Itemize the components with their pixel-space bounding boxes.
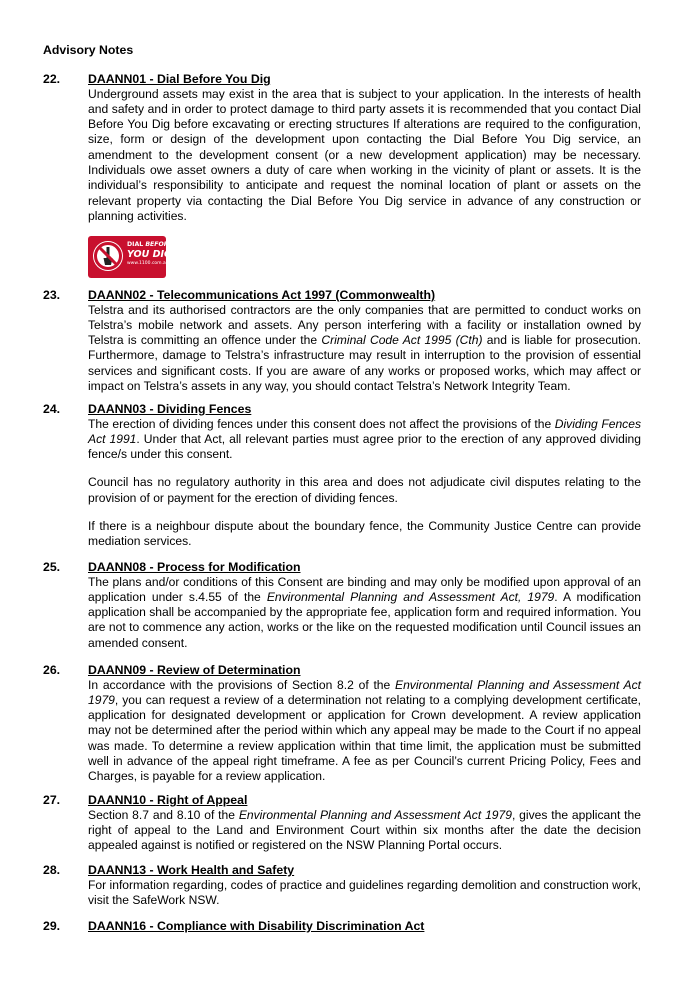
dial-before-you-dig-logo [88, 236, 173, 278]
no-dig-shovel-icon [93, 241, 123, 271]
note-paragraph: For information regarding, codes of practice and guidelines regarding demolition and construction work, visit the SafeWork NSW. [88, 877, 641, 907]
note-number: 27. [43, 793, 61, 807]
note-title: DAANN02 - Telecommunications Act 1997 (Commonwealth) [88, 288, 436, 302]
logo-text-you-dig: YOU DIG [127, 249, 172, 261]
logo-text-before: BEFORE [145, 241, 173, 249]
section-heading: Advisory Notes [43, 43, 134, 57]
note-title: DAANN16 - Compliance with Disability Discrimination Act [88, 919, 425, 933]
note-title: DAANN03 - Dividing Fences [88, 402, 252, 416]
note-title: DAANN09 - Review of Determination [88, 663, 301, 677]
note-title: DAANN01 - Dial Before You Dig [88, 72, 271, 86]
note-number: 22. [43, 72, 61, 86]
note-paragraph: The erection of dividing fences under this consent does not affect the provisions of the Dividing Fences Act 1991. Under that Act, all relevant parties must agree prior to the erection of any approved dividing fence/s under this consent. [88, 416, 641, 462]
note-number: 23. [43, 288, 61, 302]
note-paragraph: In accordance with the provisions of Section 8.2 of the Environmental Planning and Assessment Act 1979, you can request a review of a determination not relating to a complying development certificate, application for designated development or application for Crown development. A review application may not be determined after the period within which any appeal may be made to the Court if no appeal was made. To determine a review application within that time limit, the application must be submitted well in advance of the appeal right timeframe. A fee as per Council’s current Pricing Policy, Fees and Charges, is payable for a review application. [88, 677, 642, 784]
logo-text-url: www.1100.com.au [127, 261, 169, 267]
logo-text-dial: DIAL [127, 241, 144, 249]
note-title: DAANN13 - Work Health and Safety [88, 863, 295, 877]
note-paragraph: Telstra and its authorised contractors are the only companies that are permitted to conduct works on Telstra’s mobile network and assets. Any person interfering with a facility or installation owned by Telstra is committing an offence under the Criminal Code Act 1995 (Cth) and is liable for prosecution. Furthermore, damage to Telstra’s infrastructure may result in interruption to the provision of essential services and significant costs. If you are aware of any works or proposed works, which may affect or impact on Telstra’s assets in any way, you should contact Telstra’s Network Integrity Team. [88, 302, 641, 393]
note-number: 28. [43, 863, 61, 877]
note-number: 25. [43, 560, 61, 574]
note-number: 26. [43, 663, 61, 677]
note-paragraph: Underground assets may exist in the area that is subject to your application. In the interests of health and safety and in order to protect damage to third party assets it is recommended that you contact Dial Before You Dig before excavating or erecting structures If alterations are required to the configuration, size, form or design of the development upon contacting the Dial Before You Dig service, an amendment to the development consent (or a new development application) may be necessary. Individuals owe asset owners a duty of care when working in the vicinity of plant or assets. It is the individual’s responsibility to anticipate and request the nominal location of plant or assets on the relevant property via contacting the Dial Before You Dig service in advance of any construction or planning activities. [88, 86, 641, 223]
note-title: DAANN08 - Process for Modification [88, 560, 301, 574]
note-title: DAANN10 - Right of Appeal [88, 793, 248, 807]
note-number: 24. [43, 402, 61, 416]
note-paragraph: If there is a neighbour dispute about the boundary fence, the Community Justice Centre can provide mediation services. [88, 518, 641, 549]
note-paragraph: Section 8.7 and 8.10 of the Environmental Planning and Assessment Act 1979, gives the applicant the right of appeal to the Land and Environment Court within six months after the date the decision appealed against is notified or registered on the NSW Planning Portal occurs. [88, 807, 641, 853]
note-paragraph: The plans and/or conditions of this Consent are binding and may only be modified upon approval of an application under s.4.55 of the Environmental Planning and Assessment Act, 1979. A modification application shall be accompanied by the appropriate fee, application form and required information. You are not to commence any action, works or the like on the requested modification until Council issues an amended consent. [88, 574, 642, 650]
note-paragraph: Council has no regulatory authority in this area and does not adjudicate civil disputes relating to the provision of or payment for the erection of dividing fences. [88, 475, 641, 505]
note-number: 29. [43, 919, 61, 933]
